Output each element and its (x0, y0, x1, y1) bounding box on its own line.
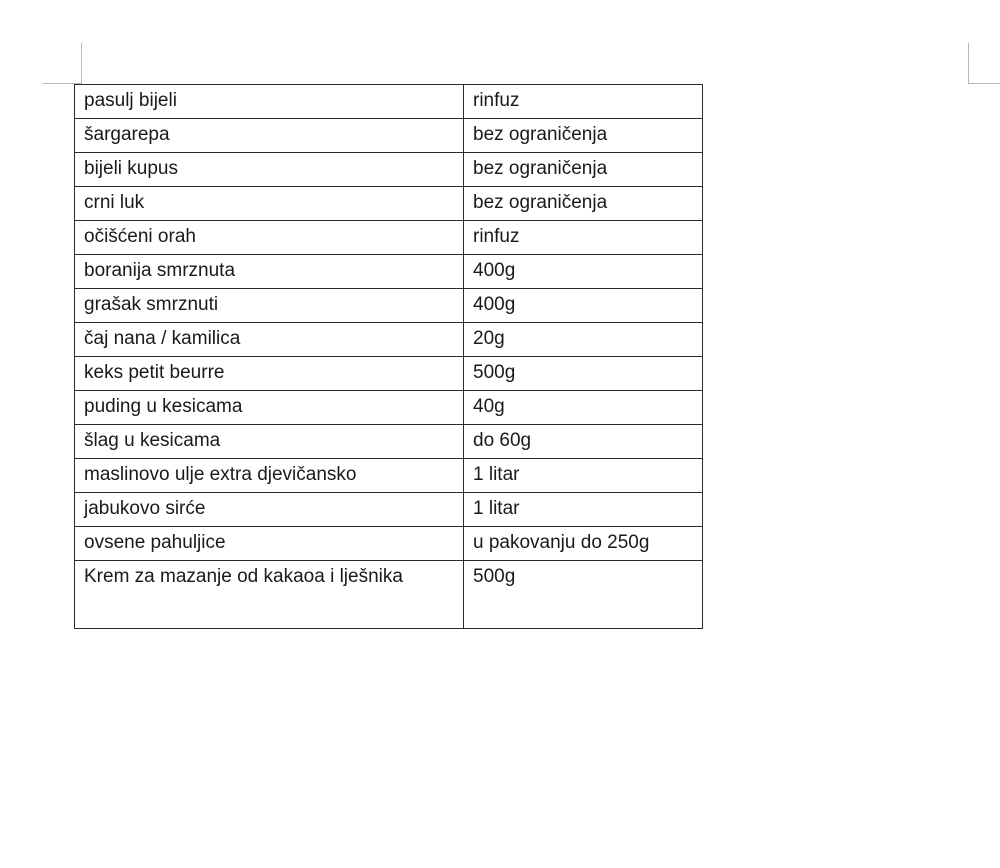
product-name-cell[interactable]: očišćeni orah (75, 221, 464, 255)
product-name-cell[interactable]: boranija smrznuta (75, 255, 464, 289)
table-row (75, 425, 703, 459)
table-row (75, 493, 703, 527)
product-quantity-cell[interactable]: bez ograničenja (464, 187, 703, 221)
table-row (75, 323, 703, 357)
product-name-cell[interactable]: čaj nana / kamilica (75, 323, 464, 357)
product-name-cell[interactable]: šlag u kesicama (75, 425, 464, 459)
table-row (75, 153, 703, 187)
table-row (75, 391, 703, 425)
product-name-cell[interactable]: maslinovo ulje extra djevičansko (75, 459, 464, 493)
product-quantity-cell[interactable]: 500g (464, 561, 703, 629)
product-quantity-cell[interactable]: rinfuz (464, 85, 703, 119)
product-name-cell[interactable]: crni luk (75, 187, 464, 221)
product-name-cell[interactable]: grašak smrznuti (75, 289, 464, 323)
product-quantity-cell[interactable]: do 60g (464, 425, 703, 459)
crop-mark-top-left-vertical (81, 43, 82, 84)
table-row (75, 187, 703, 221)
table-row (75, 221, 703, 255)
product-name-cell[interactable]: bijeli kupus (75, 153, 464, 187)
table-row (75, 289, 703, 323)
crop-mark-top-right-vertical (968, 43, 969, 84)
product-quantity-cell[interactable]: u pakovanju do 250g (464, 527, 703, 561)
product-quantity-cell[interactable]: rinfuz (464, 221, 703, 255)
product-table (74, 84, 703, 629)
table-row (75, 459, 703, 493)
product-quantity-cell[interactable]: bez ograničenja (464, 153, 703, 187)
product-quantity-cell[interactable]: 400g (464, 289, 703, 323)
product-quantity-cell[interactable]: 500g (464, 357, 703, 391)
product-name-cell[interactable]: pasulj bijeli (75, 85, 464, 119)
table-row (75, 255, 703, 289)
table-row (75, 119, 703, 153)
product-name-cell[interactable]: šargarepa (75, 119, 464, 153)
product-name-cell[interactable]: Krem za mazanje od kakaoa i lješnika (75, 561, 464, 629)
product-name-cell[interactable]: jabukovo sirće (75, 493, 464, 527)
table-row (75, 527, 703, 561)
product-table-body (75, 85, 703, 629)
product-name-cell[interactable]: ovsene pahuljice (75, 527, 464, 561)
product-name-cell[interactable]: puding u kesicama (75, 391, 464, 425)
product-quantity-cell[interactable]: 1 litar (464, 493, 703, 527)
product-quantity-cell[interactable]: bez ograničenja (464, 119, 703, 153)
product-name-cell[interactable]: keks petit beurre (75, 357, 464, 391)
product-quantity-cell[interactable]: 20g (464, 323, 703, 357)
crop-mark-top-right-horizontal (968, 83, 1000, 84)
product-quantity-cell[interactable]: 1 litar (464, 459, 703, 493)
product-quantity-cell[interactable]: 40g (464, 391, 703, 425)
table-row (75, 357, 703, 391)
product-quantity-cell[interactable]: 400g (464, 255, 703, 289)
table-row (75, 561, 703, 629)
table-row (75, 85, 703, 119)
